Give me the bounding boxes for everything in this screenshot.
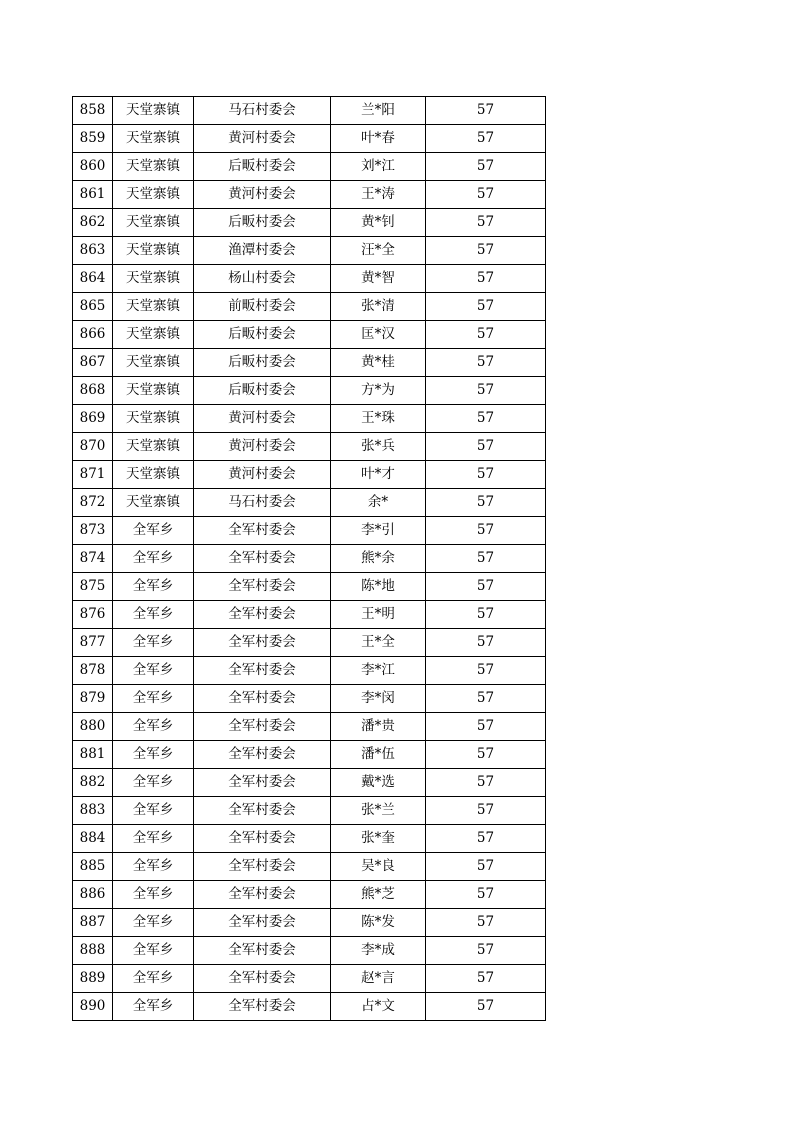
row-number-cell: 890 <box>73 993 113 1021</box>
table-row <box>73 321 546 349</box>
value-cell: 57 <box>426 97 546 125</box>
row-number-cell: 880 <box>73 713 113 741</box>
town-cell: 全军乡 <box>113 657 194 685</box>
table-row <box>73 181 546 209</box>
row-number-cell: 868 <box>73 377 113 405</box>
village-committee-cell: 全军村委会 <box>194 713 331 741</box>
row-number-cell: 860 <box>73 153 113 181</box>
table-row <box>73 573 546 601</box>
village-committee-cell: 全军村委会 <box>194 741 331 769</box>
value-cell: 57 <box>426 769 546 797</box>
value-cell: 57 <box>426 965 546 993</box>
value-cell: 57 <box>426 825 546 853</box>
town-cell: 全军乡 <box>113 601 194 629</box>
village-committee-cell: 全军村委会 <box>194 797 331 825</box>
town-cell: 全军乡 <box>113 965 194 993</box>
table-row <box>73 825 546 853</box>
town-cell: 天堂寨镇 <box>113 97 194 125</box>
village-committee-cell: 全军村委会 <box>194 573 331 601</box>
town-cell: 全军乡 <box>113 713 194 741</box>
value-cell: 57 <box>426 181 546 209</box>
village-committee-cell: 后畈村委会 <box>194 209 331 237</box>
person-name-cell: 潘*伍 <box>331 741 426 769</box>
row-number-cell: 865 <box>73 293 113 321</box>
table-row <box>73 797 546 825</box>
person-name-cell: 王*明 <box>331 601 426 629</box>
person-name-cell: 汪*全 <box>331 237 426 265</box>
table-row <box>73 965 546 993</box>
village-committee-cell: 后畈村委会 <box>194 321 331 349</box>
person-name-cell: 李*成 <box>331 937 426 965</box>
town-cell: 天堂寨镇 <box>113 433 194 461</box>
town-cell: 全军乡 <box>113 769 194 797</box>
village-committee-cell: 后畈村委会 <box>194 349 331 377</box>
table-row <box>73 237 546 265</box>
person-name-cell: 赵*言 <box>331 965 426 993</box>
town-cell: 全军乡 <box>113 545 194 573</box>
person-name-cell: 方*为 <box>331 377 426 405</box>
table-row <box>73 349 546 377</box>
village-committee-cell: 全军村委会 <box>194 629 331 657</box>
village-committee-cell: 黄河村委会 <box>194 181 331 209</box>
village-committee-cell: 马石村委会 <box>194 97 331 125</box>
village-committee-cell: 黄河村委会 <box>194 433 331 461</box>
value-cell: 57 <box>426 601 546 629</box>
value-cell: 57 <box>426 685 546 713</box>
person-name-cell: 张*兰 <box>331 797 426 825</box>
row-number-cell: 878 <box>73 657 113 685</box>
value-cell: 57 <box>426 853 546 881</box>
village-committee-cell: 马石村委会 <box>194 489 331 517</box>
village-committee-cell: 全军村委会 <box>194 685 331 713</box>
table-row <box>73 741 546 769</box>
value-cell: 57 <box>426 517 546 545</box>
town-cell: 全军乡 <box>113 825 194 853</box>
village-committee-cell: 后畈村委会 <box>194 377 331 405</box>
row-number-cell: 882 <box>73 769 113 797</box>
table-row <box>73 881 546 909</box>
table-row <box>73 125 546 153</box>
table-row <box>73 209 546 237</box>
row-number-cell: 871 <box>73 461 113 489</box>
person-name-cell: 余* <box>331 489 426 517</box>
village-committee-cell: 全军村委会 <box>194 993 331 1021</box>
row-number-cell: 869 <box>73 405 113 433</box>
row-number-cell: 884 <box>73 825 113 853</box>
village-committee-cell: 全军村委会 <box>194 825 331 853</box>
row-number-cell: 859 <box>73 125 113 153</box>
value-cell: 57 <box>426 209 546 237</box>
table-row <box>73 545 546 573</box>
table-row <box>73 657 546 685</box>
town-cell: 天堂寨镇 <box>113 321 194 349</box>
value-cell: 57 <box>426 433 546 461</box>
row-number-cell: 888 <box>73 937 113 965</box>
table-row <box>73 489 546 517</box>
row-number-cell: 874 <box>73 545 113 573</box>
value-cell: 57 <box>426 741 546 769</box>
table-row <box>73 909 546 937</box>
table-row <box>73 405 546 433</box>
person-name-cell: 王*珠 <box>331 405 426 433</box>
town-cell: 全军乡 <box>113 881 194 909</box>
person-name-cell: 匡*汉 <box>331 321 426 349</box>
person-name-cell: 张*兵 <box>331 433 426 461</box>
town-cell: 全军乡 <box>113 797 194 825</box>
table-row <box>73 937 546 965</box>
value-cell: 57 <box>426 629 546 657</box>
row-number-cell: 886 <box>73 881 113 909</box>
value-cell: 57 <box>426 461 546 489</box>
person-name-cell: 王*全 <box>331 629 426 657</box>
village-committee-cell: 杨山村委会 <box>194 265 331 293</box>
table-row <box>73 769 546 797</box>
table-body <box>73 97 546 1021</box>
person-name-cell: 熊*余 <box>331 545 426 573</box>
person-name-cell: 王*涛 <box>331 181 426 209</box>
value-cell: 57 <box>426 349 546 377</box>
value-cell: 57 <box>426 657 546 685</box>
table-row <box>73 685 546 713</box>
town-cell: 天堂寨镇 <box>113 377 194 405</box>
table-row <box>73 993 546 1021</box>
value-cell: 57 <box>426 293 546 321</box>
person-name-cell: 黄*智 <box>331 265 426 293</box>
person-name-cell: 陈*发 <box>331 909 426 937</box>
village-committee-cell: 前畈村委会 <box>194 293 331 321</box>
village-committee-cell: 全军村委会 <box>194 909 331 937</box>
village-committee-cell: 全军村委会 <box>194 769 331 797</box>
village-committee-cell: 黄河村委会 <box>194 461 331 489</box>
table-row <box>73 713 546 741</box>
value-cell: 57 <box>426 153 546 181</box>
town-cell: 全军乡 <box>113 909 194 937</box>
person-name-cell: 熊*芝 <box>331 881 426 909</box>
town-cell: 全军乡 <box>113 937 194 965</box>
village-committee-cell: 黄河村委会 <box>194 125 331 153</box>
value-cell: 57 <box>426 937 546 965</box>
row-number-cell: 861 <box>73 181 113 209</box>
row-number-cell: 889 <box>73 965 113 993</box>
value-cell: 57 <box>426 489 546 517</box>
town-cell: 天堂寨镇 <box>113 237 194 265</box>
table-row <box>73 461 546 489</box>
row-number-cell: 876 <box>73 601 113 629</box>
table-row <box>73 853 546 881</box>
person-name-cell: 叶*春 <box>331 125 426 153</box>
village-committee-cell: 全军村委会 <box>194 545 331 573</box>
value-cell: 57 <box>426 125 546 153</box>
row-number-cell: 887 <box>73 909 113 937</box>
person-name-cell: 兰*阳 <box>331 97 426 125</box>
data-table <box>72 96 546 1021</box>
town-cell: 天堂寨镇 <box>113 293 194 321</box>
value-cell: 57 <box>426 909 546 937</box>
row-number-cell: 875 <box>73 573 113 601</box>
town-cell: 全军乡 <box>113 993 194 1021</box>
town-cell: 天堂寨镇 <box>113 153 194 181</box>
person-name-cell: 刘*江 <box>331 153 426 181</box>
row-number-cell: 881 <box>73 741 113 769</box>
row-number-cell: 862 <box>73 209 113 237</box>
town-cell: 天堂寨镇 <box>113 181 194 209</box>
village-committee-cell: 渔潭村委会 <box>194 237 331 265</box>
table-row <box>73 265 546 293</box>
value-cell: 57 <box>426 265 546 293</box>
person-name-cell: 李*闵 <box>331 685 426 713</box>
village-committee-cell: 全军村委会 <box>194 657 331 685</box>
table-row <box>73 97 546 125</box>
value-cell: 57 <box>426 237 546 265</box>
person-name-cell: 戴*选 <box>331 769 426 797</box>
town-cell: 全军乡 <box>113 517 194 545</box>
town-cell: 全军乡 <box>113 629 194 657</box>
town-cell: 天堂寨镇 <box>113 125 194 153</box>
village-committee-cell: 全军村委会 <box>194 601 331 629</box>
value-cell: 57 <box>426 405 546 433</box>
town-cell: 全军乡 <box>113 573 194 601</box>
row-number-cell: 879 <box>73 685 113 713</box>
row-number-cell: 873 <box>73 517 113 545</box>
table-row <box>73 377 546 405</box>
person-name-cell: 李*江 <box>331 657 426 685</box>
table-row <box>73 601 546 629</box>
value-cell: 57 <box>426 797 546 825</box>
value-cell: 57 <box>426 713 546 741</box>
row-number-cell: 885 <box>73 853 113 881</box>
town-cell: 全军乡 <box>113 685 194 713</box>
value-cell: 57 <box>426 993 546 1021</box>
person-name-cell: 陈*地 <box>331 573 426 601</box>
person-name-cell: 张*奎 <box>331 825 426 853</box>
town-cell: 全军乡 <box>113 741 194 769</box>
table-row <box>73 293 546 321</box>
town-cell: 天堂寨镇 <box>113 349 194 377</box>
person-name-cell: 黄*钊 <box>331 209 426 237</box>
row-number-cell: 864 <box>73 265 113 293</box>
person-name-cell: 张*清 <box>331 293 426 321</box>
person-name-cell: 黄*桂 <box>331 349 426 377</box>
village-committee-cell: 全军村委会 <box>194 517 331 545</box>
village-committee-cell: 全军村委会 <box>194 965 331 993</box>
value-cell: 57 <box>426 377 546 405</box>
town-cell: 天堂寨镇 <box>113 461 194 489</box>
row-number-cell: 858 <box>73 97 113 125</box>
row-number-cell: 872 <box>73 489 113 517</box>
person-name-cell: 占*文 <box>331 993 426 1021</box>
person-name-cell: 叶*才 <box>331 461 426 489</box>
town-cell: 天堂寨镇 <box>113 209 194 237</box>
person-name-cell: 吴*良 <box>331 853 426 881</box>
village-committee-cell: 后畈村委会 <box>194 153 331 181</box>
table-row <box>73 153 546 181</box>
person-name-cell: 潘*贵 <box>331 713 426 741</box>
value-cell: 57 <box>426 321 546 349</box>
person-name-cell: 李*引 <box>331 517 426 545</box>
row-number-cell: 867 <box>73 349 113 377</box>
row-number-cell: 877 <box>73 629 113 657</box>
town-cell: 天堂寨镇 <box>113 405 194 433</box>
table-row <box>73 433 546 461</box>
row-number-cell: 883 <box>73 797 113 825</box>
row-number-cell: 866 <box>73 321 113 349</box>
village-committee-cell: 全军村委会 <box>194 853 331 881</box>
value-cell: 57 <box>426 881 546 909</box>
village-committee-cell: 黄河村委会 <box>194 405 331 433</box>
value-cell: 57 <box>426 573 546 601</box>
row-number-cell: 870 <box>73 433 113 461</box>
town-cell: 全军乡 <box>113 853 194 881</box>
table-row <box>73 517 546 545</box>
table-row <box>73 629 546 657</box>
town-cell: 天堂寨镇 <box>113 489 194 517</box>
row-number-cell: 863 <box>73 237 113 265</box>
town-cell: 天堂寨镇 <box>113 265 194 293</box>
value-cell: 57 <box>426 545 546 573</box>
village-committee-cell: 全军村委会 <box>194 881 331 909</box>
village-committee-cell: 全军村委会 <box>194 937 331 965</box>
